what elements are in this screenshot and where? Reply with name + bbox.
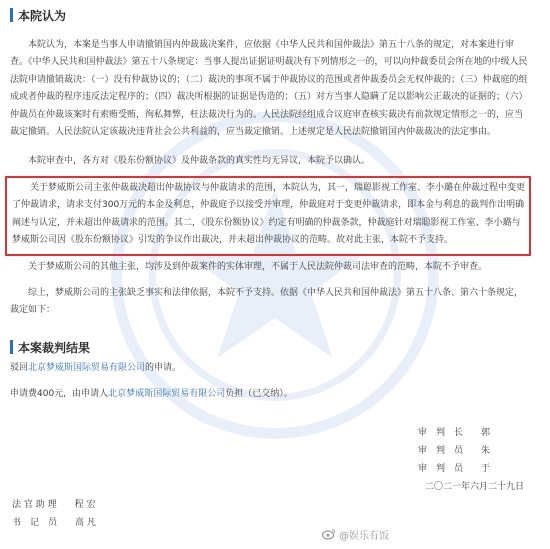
watermark-text: @娱乐有饭	[339, 530, 389, 542]
section-title: 本案裁判结果	[18, 340, 91, 355]
judgment-date: 二〇二一年六月二十九日	[425, 482, 525, 492]
signature-judge-assistant: 法 官 助 理 程 宏	[12, 500, 96, 510]
opinion-paragraph-2: 本院审查中，各方对《股东份额协议》及仲裁条款的真实性均无异议，本院予以确认。	[28, 156, 371, 166]
opinion-paragraph-5: 综上，梦威斯公司的主张缺乏事实和法律依据，本院不予支持。依据《中华人民共和国仲裁法》第五十八条、第六十条规定，裁定如下：	[10, 288, 524, 316]
section-header-court-opinion	[10, 6, 66, 24]
ruling-line-2: 申请费400元，由申请人北京梦威斯国际贸易有限公司负担（已交纳）。	[10, 389, 293, 399]
section-header-ruling	[10, 338, 90, 356]
weibo-logo-icon	[322, 528, 336, 540]
opinion-paragraph-3-highlighted: 关于梦威斯公司主张仲裁裁决超出仲裁协议与仲裁请求的范围，本院认为，其一，瑞聪影视工作室、李小璐在仲裁过程中变更了仲裁请求，请求支付300万元的本金及利息，仲裁庭予以接受并审理，仲裁庭对于变更仲裁请求，即本金与利息的裁判作出明确阐述与认定，并未超出仲裁请求的范围。其二，《股东份额协议》约定有明确的仲裁条款，仲裁庭针对瑞聪影视工作室、李小璐与梦威斯公司因《股东份额协议》引发的争议作出裁决，并未超出仲裁协议的范畴。故对此主张，本院不予支持。	[12, 183, 526, 246]
section-accent-bar	[10, 8, 13, 22]
company-link[interactable]: 北京梦威斯国际贸易有限公司	[108, 389, 226, 399]
ruling-line-1: 驳回北京梦威斯国际贸易有限公司的申请。	[10, 363, 182, 373]
opinion-paragraph-4: 关于梦威斯公司的其他主张，均涉及到仲裁案件的实体审理，不属于人民法院仲裁司法审查的范畴，本院不予审查。	[28, 262, 488, 272]
signature-chief-judge: 审 判 长 郭	[418, 428, 491, 438]
signature-judge-2: 审 判 员 于	[418, 464, 491, 474]
opinion-paragraph-1: 本院认为，本案是当事人申请撤销国内仲裁裁决案件，应依据《中华人民共和国仲裁法》第五十八条的规定，对本案进行审查。《中华人民共和国仲裁法》第五十八条规定：当事人提出证据证明裁决有下列情形之一的，可以向仲裁委员会所在地的中级人民法院申请撤销裁决：（一）没有仲裁协议的；（二）裁决的事项不属于仲裁协议的范围或者仲裁委员会无权仲裁的；（三）仲裁庭的组成或者仲裁的程序违反法定程序的；（四）裁决所根据的证据是伪造的；（五）对方当事人隐瞒了足以影响公正裁决的证据的；（六）仲裁员在仲裁该案时有索贿受贿，徇私舞弊，枉法裁决行为的。人民法院经组成合议庭审查核实裁决有前款规定情形之一的，应当裁定撤销。人民法院认定该裁决违背社会公共利益的，应当裁定撤销。上述规定是人民法院撤销国内仲裁裁决的法定事由。	[10, 40, 528, 138]
section-accent-bar	[10, 340, 13, 354]
social-watermark	[322, 526, 389, 542]
signature-clerk: 书 记 员 高 凡	[12, 518, 96, 528]
signature-judge-1: 审 判 员 朱	[418, 446, 491, 456]
company-link[interactable]: 北京梦威斯国际贸易有限公司	[28, 363, 146, 373]
section-title: 本院认为	[18, 8, 67, 23]
